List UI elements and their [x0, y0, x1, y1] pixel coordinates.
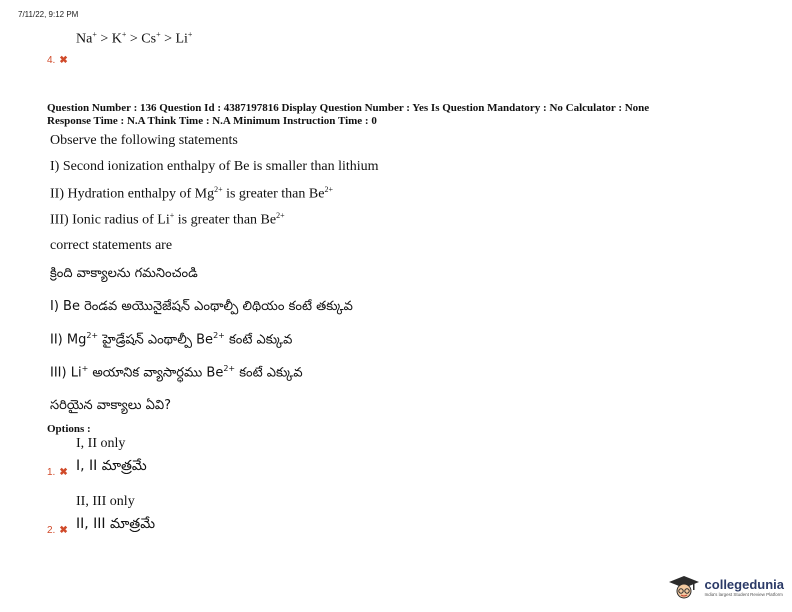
option-number: 4.	[47, 55, 56, 66]
option-1-telugu: I, II మాత్రమే	[76, 458, 147, 474]
cross-icon: ✖	[59, 525, 68, 536]
statement-3: III) Ionic radius of Li+ is greater than $Be^{2+}$	[50, 211, 285, 228]
telugu-ask: సరియైన వాక్యాలు ఏవి?	[50, 398, 171, 413]
question-meta-line-2: Response Time : N.A Think Time : N.A Minimum Instruction Time : 0	[47, 115, 377, 127]
option-number: 1.	[47, 467, 56, 478]
option-number: 2.	[47, 525, 56, 536]
telugu-intro: క్రింది వాక్యాలను గమనించండి	[50, 266, 198, 281]
statement-2: II) Hydration enthalpy of $Mg^{2+}$ is greater than $Be^{2+}$	[50, 185, 333, 202]
cross-icon: ✖	[59, 467, 68, 478]
telugu-statement-3: III) Li+ అయానిక వ్యాసార్ధము $Be^{2+}$ కంటే ఎక్కువ	[50, 364, 303, 381]
statement-1: I) Second ionization enthalpy of Be is smaller than lithium	[50, 159, 379, 174]
graduate-mascot-icon	[667, 574, 701, 600]
question-ask: correct statements are	[50, 238, 173, 253]
previous-option-marker	[47, 50, 68, 68]
option-2-telugu: II, III మాత్రమే	[76, 516, 156, 532]
question-meta-line-1: Question Number : 136 Question Id : 4387197816 Display Question Number : Yes Is Question Mandatory : No Calculator : None	[47, 102, 650, 114]
options-label: Options :	[47, 423, 91, 435]
collegedunia-logo	[667, 574, 784, 600]
telugu-statement-1: I) Be రెండవ అయొనైజేషన్ ఎంథాల్పీ లిథియం కంటే తక్కువ	[50, 299, 353, 314]
question-intro: Observe the following statements	[50, 133, 238, 148]
timestamp: 7/11/22, 9:12 PM	[18, 10, 79, 19]
logo-subtitle: India's largest Student Review Platform	[704, 592, 783, 597]
option-1-marker	[47, 462, 68, 480]
previous-option-formula: Na+ > K+ > Cs+ > Li+	[76, 30, 193, 47]
option-2-marker	[47, 520, 68, 538]
option-1-english: I, II only	[76, 436, 126, 451]
cross-icon: ✖	[59, 55, 68, 66]
option-2-english: II, III only	[76, 494, 135, 509]
logo-text: collegedunia	[704, 577, 784, 592]
telugu-statement-2: II) $Mg^{2+}$ హైడ్రేషన్ ఎంథాల్పీ $Be^{2+}$ కంటే ఎక్కువ	[50, 331, 293, 348]
